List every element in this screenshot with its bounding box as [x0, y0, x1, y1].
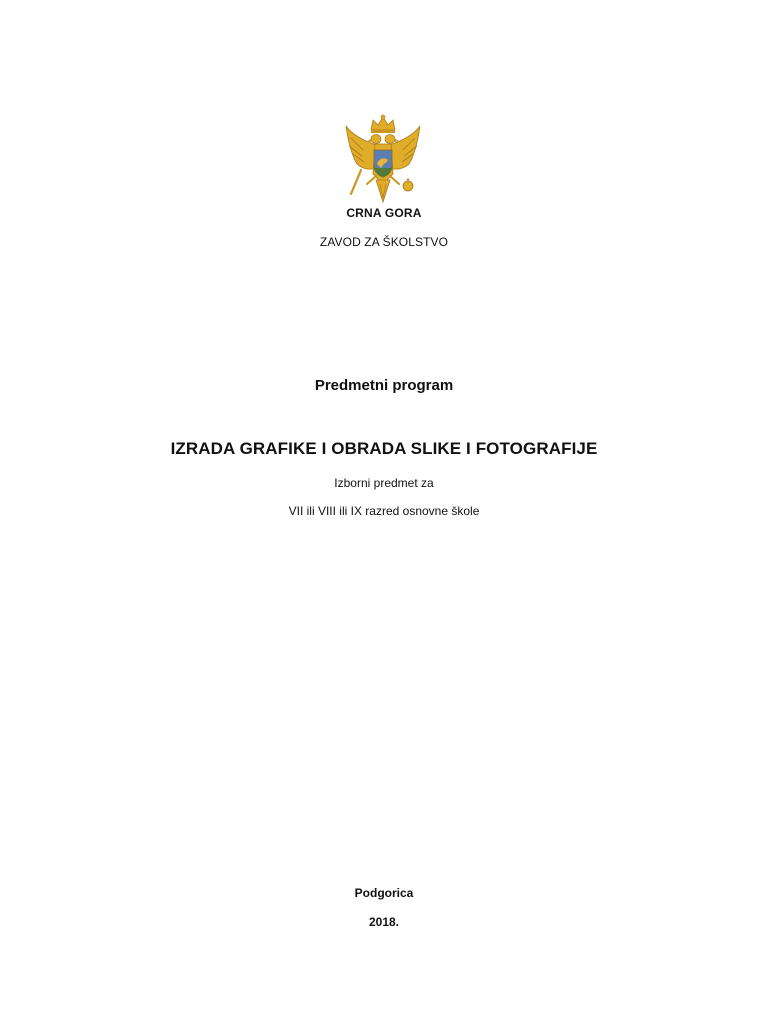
- document-type: Predmetni program: [314, 377, 454, 394]
- grade-note: VII ili VIII ili IX razred osnovne škole: [288, 504, 480, 518]
- institute-name: ZAVOD ZA ŠKOLSTVO: [319, 235, 449, 249]
- publication-city: Podgorica: [354, 886, 414, 900]
- subject-title: IZRADA GRAFIKE I OBRADA SLIKE I FOTOGRAFIJE: [170, 439, 598, 458]
- elective-note: Izborni predmet za: [334, 476, 434, 490]
- montenegro-coat-of-arms-icon: [343, 114, 423, 208]
- country-name: CRNA GORA: [346, 206, 422, 220]
- publication-year: 2018.: [368, 915, 400, 929]
